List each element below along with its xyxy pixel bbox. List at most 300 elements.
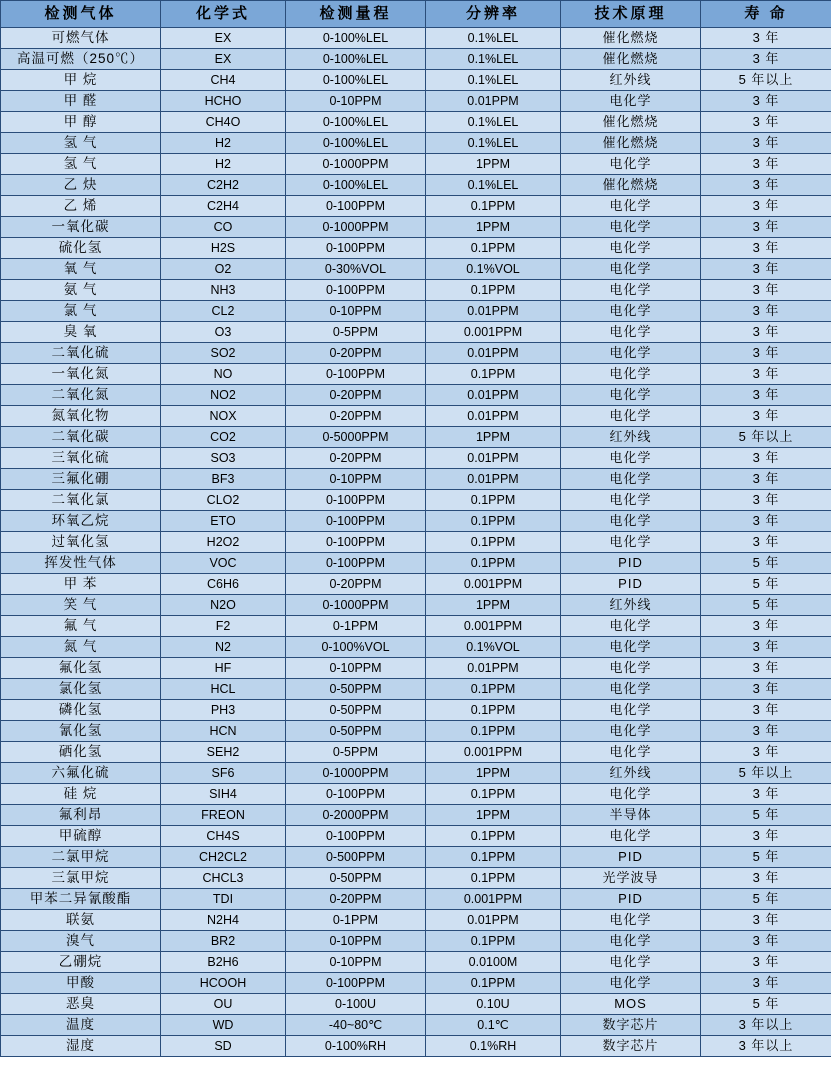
table-row <box>1 784 831 805</box>
table-cell: 3 年以上 <box>701 1036 831 1057</box>
table-cell: 3 年以上 <box>701 1015 831 1036</box>
table-cell: 电化学 <box>561 511 701 532</box>
table-cell: 0.1%LEL <box>426 133 561 154</box>
table-row <box>1 28 831 49</box>
table-cell: 0.01PPM <box>426 658 561 679</box>
table-cell: 0-30%VOL <box>286 259 426 280</box>
table-cell: HCOOH <box>161 973 286 994</box>
table-cell: 0-50PPM <box>286 700 426 721</box>
table-cell: 0.1PPM <box>426 511 561 532</box>
table-cell: -40~80℃ <box>286 1015 426 1036</box>
table-row <box>1 1036 831 1057</box>
table-cell: 二氧化氯 <box>1 490 161 511</box>
table-cell: 电化学 <box>561 742 701 763</box>
table-cell: HF <box>161 658 286 679</box>
table-cell: SO2 <box>161 343 286 364</box>
table-cell: 0-500PPM <box>286 847 426 868</box>
table-cell: 氧 气 <box>1 259 161 280</box>
table-cell: 0.01PPM <box>426 469 561 490</box>
table-cell: 电化学 <box>561 721 701 742</box>
table-cell: 电化学 <box>561 217 701 238</box>
table-cell: 0-1PPM <box>286 910 426 931</box>
table-row <box>1 931 831 952</box>
table-cell: 电化学 <box>561 448 701 469</box>
table-cell: 0.1%RH <box>426 1036 561 1057</box>
table-cell: 高温可燃（250℃） <box>1 49 161 70</box>
table-cell: 0-100PPM <box>286 196 426 217</box>
table-cell: 0-10PPM <box>286 931 426 952</box>
table-cell: 电化学 <box>561 280 701 301</box>
table-cell: 硫化氢 <box>1 238 161 259</box>
table-cell: 电化学 <box>561 343 701 364</box>
table-row <box>1 154 831 175</box>
table-cell: O3 <box>161 322 286 343</box>
table-cell: 0-1000PPM <box>286 595 426 616</box>
table-cell: 催化燃烧 <box>561 112 701 133</box>
table-cell: FREON <box>161 805 286 826</box>
table-row <box>1 952 831 973</box>
table-cell: 0.1PPM <box>426 721 561 742</box>
table-cell: 湿度 <box>1 1036 161 1057</box>
table-cell: 5 年 <box>701 574 831 595</box>
table-cell: 六氟化硫 <box>1 763 161 784</box>
table-cell: 3 年 <box>701 364 831 385</box>
table-cell: CL2 <box>161 301 286 322</box>
table-row <box>1 112 831 133</box>
column-header-formula: 化学式 <box>161 1 286 28</box>
table-cell: 0.01PPM <box>426 385 561 406</box>
table-row <box>1 469 831 490</box>
table-cell: 电化学 <box>561 658 701 679</box>
table-cell: CH4O <box>161 112 286 133</box>
table-cell: 5 年以上 <box>701 427 831 448</box>
table-cell: 电化学 <box>561 259 701 280</box>
table-row <box>1 994 831 1015</box>
table-row <box>1 322 831 343</box>
table-cell: 三氧化硫 <box>1 448 161 469</box>
table-header-row <box>1 1 831 28</box>
table-cell: 红外线 <box>561 595 701 616</box>
table-row <box>1 217 831 238</box>
table-cell: 乙硼烷 <box>1 952 161 973</box>
table-cell: 0-1000PPM <box>286 217 426 238</box>
table-cell: 0.1%VOL <box>426 637 561 658</box>
table-cell: 0-50PPM <box>286 679 426 700</box>
table-cell: 氰化氢 <box>1 721 161 742</box>
table-cell: 催化燃烧 <box>561 133 701 154</box>
table-cell: 0-5000PPM <box>286 427 426 448</box>
table-cell: 电化学 <box>561 931 701 952</box>
column-header-principle: 技术原理 <box>561 1 701 28</box>
table-cell: 电化学 <box>561 490 701 511</box>
table-cell: 0-50PPM <box>286 721 426 742</box>
table-cell: 1PPM <box>426 595 561 616</box>
table-cell: SIH4 <box>161 784 286 805</box>
table-cell: EX <box>161 28 286 49</box>
table-cell: 电化学 <box>561 826 701 847</box>
table-row <box>1 196 831 217</box>
table-cell: 光学波导 <box>561 868 701 889</box>
table-cell: 3 年 <box>701 196 831 217</box>
table-row <box>1 637 831 658</box>
table-cell: 电化学 <box>561 364 701 385</box>
table-cell: 电化学 <box>561 952 701 973</box>
table-cell: 5 年 <box>701 847 831 868</box>
table-cell: 一氧化氮 <box>1 364 161 385</box>
table-cell: 0.01PPM <box>426 301 561 322</box>
table-cell: 3 年 <box>701 280 831 301</box>
table-cell: 0.1%VOL <box>426 259 561 280</box>
table-cell: 乙 烯 <box>1 196 161 217</box>
table-cell: 催化燃烧 <box>561 49 701 70</box>
table-cell: HCN <box>161 721 286 742</box>
table-cell: 过氧化氢 <box>1 532 161 553</box>
table-cell: OU <box>161 994 286 1015</box>
table-cell: 3 年 <box>701 679 831 700</box>
table-cell: 电化学 <box>561 700 701 721</box>
table-cell: 0.1PPM <box>426 847 561 868</box>
table-row <box>1 679 831 700</box>
table-cell: 臭 氧 <box>1 322 161 343</box>
table-cell: 3 年 <box>701 721 831 742</box>
table-cell: CLO2 <box>161 490 286 511</box>
table-cell: 3 年 <box>701 784 831 805</box>
table-cell: 0.1PPM <box>426 700 561 721</box>
table-cell: 二氯甲烷 <box>1 847 161 868</box>
table-row <box>1 553 831 574</box>
table-cell: SEH2 <box>161 742 286 763</box>
table-cell: 氟化氢 <box>1 658 161 679</box>
table-cell: 5 年 <box>701 595 831 616</box>
table-cell: 0.1PPM <box>426 364 561 385</box>
table-cell: 1PPM <box>426 154 561 175</box>
table-row <box>1 805 831 826</box>
table-cell: N2O <box>161 595 286 616</box>
table-cell: 0-1PPM <box>286 616 426 637</box>
table-cell: 3 年 <box>701 490 831 511</box>
table-cell: 挥发性气体 <box>1 553 161 574</box>
table-cell: 催化燃烧 <box>561 175 701 196</box>
table-cell: 甲酸 <box>1 973 161 994</box>
table-cell: 3 年 <box>701 952 831 973</box>
table-cell: 0.0100M <box>426 952 561 973</box>
table-cell: 磷化氢 <box>1 700 161 721</box>
table-cell: 0.1%LEL <box>426 112 561 133</box>
table-cell: 二氧化氮 <box>1 385 161 406</box>
table-cell: 0.1PPM <box>426 679 561 700</box>
table-row <box>1 70 831 91</box>
table-cell: 0-100%LEL <box>286 133 426 154</box>
table-cell: 3 年 <box>701 91 831 112</box>
table-cell: 3 年 <box>701 154 831 175</box>
table-cell: 电化学 <box>561 238 701 259</box>
table-cell: 0-50PPM <box>286 868 426 889</box>
table-cell: 电化学 <box>561 532 701 553</box>
table-cell: 3 年 <box>701 112 831 133</box>
table-cell: 硅 烷 <box>1 784 161 805</box>
table-cell: 甲 醇 <box>1 112 161 133</box>
table-cell: 0.1%LEL <box>426 49 561 70</box>
table-cell: PID <box>561 553 701 574</box>
table-cell: C2H4 <box>161 196 286 217</box>
table-cell: 三氯甲烷 <box>1 868 161 889</box>
table-cell: 3 年 <box>701 616 831 637</box>
table-cell: 3 年 <box>701 532 831 553</box>
table-cell: 0-100PPM <box>286 280 426 301</box>
table-body <box>1 28 831 1057</box>
table-cell: 温度 <box>1 1015 161 1036</box>
table-cell: 数字芯片 <box>561 1036 701 1057</box>
table-cell: 1PPM <box>426 763 561 784</box>
table-row <box>1 574 831 595</box>
table-cell: C6H6 <box>161 574 286 595</box>
table-cell: 5 年 <box>701 553 831 574</box>
table-cell: 0.1PPM <box>426 826 561 847</box>
table-cell: N2H4 <box>161 910 286 931</box>
table-cell: PID <box>561 889 701 910</box>
table-cell: 0-20PPM <box>286 343 426 364</box>
table-cell: 联氨 <box>1 910 161 931</box>
table-cell: 3 年 <box>701 910 831 931</box>
table-cell: 0.1PPM <box>426 553 561 574</box>
table-row <box>1 910 831 931</box>
table-header <box>1 1 831 28</box>
table-cell: 电化学 <box>561 322 701 343</box>
table-row <box>1 763 831 784</box>
table-cell: 氢 气 <box>1 133 161 154</box>
table-cell: 3 年 <box>701 49 831 70</box>
table-cell: 0-100PPM <box>286 973 426 994</box>
column-header-resolution: 分辨率 <box>426 1 561 28</box>
table-cell: 甲 苯 <box>1 574 161 595</box>
table-cell: 环氧乙烷 <box>1 511 161 532</box>
table-cell: PID <box>561 847 701 868</box>
table-cell: 电化学 <box>561 679 701 700</box>
table-row <box>1 532 831 553</box>
table-cell: 0.01PPM <box>426 406 561 427</box>
table-cell: SF6 <box>161 763 286 784</box>
table-cell: 0.1PPM <box>426 973 561 994</box>
table-cell: 电化学 <box>561 301 701 322</box>
table-cell: 电化学 <box>561 616 701 637</box>
table-cell: 3 年 <box>701 469 831 490</box>
table-cell: 0-100%LEL <box>286 28 426 49</box>
table-cell: 氯化氢 <box>1 679 161 700</box>
table-row <box>1 133 831 154</box>
table-cell: 3 年 <box>701 259 831 280</box>
table-cell: 3 年 <box>701 406 831 427</box>
table-cell: PH3 <box>161 700 286 721</box>
table-cell: 红外线 <box>561 763 701 784</box>
table-row <box>1 175 831 196</box>
table-row <box>1 49 831 70</box>
table-cell: 0-100%LEL <box>286 175 426 196</box>
table-cell: 0-10PPM <box>286 469 426 490</box>
table-cell: 0-20PPM <box>286 406 426 427</box>
table-cell: EX <box>161 49 286 70</box>
table-cell: 0-10PPM <box>286 658 426 679</box>
table-cell: 0-100PPM <box>286 826 426 847</box>
table-cell: 电化学 <box>561 784 701 805</box>
table-cell: 3 年 <box>701 637 831 658</box>
table-cell: 电化学 <box>561 196 701 217</box>
table-cell: 0-100U <box>286 994 426 1015</box>
table-cell: 氮 气 <box>1 637 161 658</box>
table-cell: 0-20PPM <box>286 889 426 910</box>
table-cell: SD <box>161 1036 286 1057</box>
table-cell: 5 年 <box>701 889 831 910</box>
table-cell: 0-100PPM <box>286 511 426 532</box>
table-row <box>1 364 831 385</box>
table-row <box>1 658 831 679</box>
column-header-lifetime: 寿 命 <box>701 1 831 28</box>
table-row <box>1 742 831 763</box>
table-cell: 3 年 <box>701 448 831 469</box>
table-row <box>1 973 831 994</box>
table-cell: NH3 <box>161 280 286 301</box>
table-row <box>1 238 831 259</box>
table-cell: 甲 醛 <box>1 91 161 112</box>
table-cell: H2 <box>161 133 286 154</box>
table-cell: 0-100%VOL <box>286 637 426 658</box>
table-cell: 0.10U <box>426 994 561 1015</box>
table-cell: 数字芯片 <box>561 1015 701 1036</box>
table-cell: 1PPM <box>426 217 561 238</box>
table-row <box>1 280 831 301</box>
table-cell: 三氟化硼 <box>1 469 161 490</box>
table-row <box>1 700 831 721</box>
column-header-range: 检测量程 <box>286 1 426 28</box>
table-row <box>1 1015 831 1036</box>
table-row <box>1 490 831 511</box>
table-cell: HCHO <box>161 91 286 112</box>
table-cell: 0.1PPM <box>426 868 561 889</box>
table-cell: 0.1PPM <box>426 196 561 217</box>
table-cell: ETO <box>161 511 286 532</box>
table-row <box>1 826 831 847</box>
table-row <box>1 595 831 616</box>
column-header-gas: 检测气体 <box>1 1 161 28</box>
table-cell: C2H2 <box>161 175 286 196</box>
table-cell: 电化学 <box>561 406 701 427</box>
table-cell: 电化学 <box>561 385 701 406</box>
table-cell: 5 年以上 <box>701 763 831 784</box>
table-cell: SO3 <box>161 448 286 469</box>
table-cell: 0-100%LEL <box>286 112 426 133</box>
table-row <box>1 616 831 637</box>
table-cell: 3 年 <box>701 742 831 763</box>
table-cell: 电化学 <box>561 469 701 490</box>
table-cell: 3 年 <box>701 931 831 952</box>
table-cell: H2O2 <box>161 532 286 553</box>
table-cell: 硒化氢 <box>1 742 161 763</box>
table-cell: 乙 炔 <box>1 175 161 196</box>
table-cell: 0.001PPM <box>426 322 561 343</box>
table-cell: 0-10PPM <box>286 301 426 322</box>
table-cell: 5 年以上 <box>701 70 831 91</box>
table-cell: CO2 <box>161 427 286 448</box>
table-cell: 0.001PPM <box>426 616 561 637</box>
table-cell: 0-5PPM <box>286 322 426 343</box>
table-cell: 0.1PPM <box>426 238 561 259</box>
table-cell: 3 年 <box>701 658 831 679</box>
table-cell: 0.1PPM <box>426 931 561 952</box>
table-cell: 甲硫醇 <box>1 826 161 847</box>
table-cell: NO <box>161 364 286 385</box>
table-row <box>1 889 831 910</box>
table-cell: 0.01PPM <box>426 448 561 469</box>
table-cell: N2 <box>161 637 286 658</box>
table-cell: 0.001PPM <box>426 742 561 763</box>
table-cell: 红外线 <box>561 70 701 91</box>
table-cell: 1PPM <box>426 427 561 448</box>
table-cell: 0.1℃ <box>426 1015 561 1036</box>
table-cell: 0-2000PPM <box>286 805 426 826</box>
table-cell: F2 <box>161 616 286 637</box>
table-cell: 0-100PPM <box>286 238 426 259</box>
table-cell: 0.1PPM <box>426 490 561 511</box>
table-cell: 0-10PPM <box>286 91 426 112</box>
table-cell: 3 年 <box>701 343 831 364</box>
table-cell: 电化学 <box>561 637 701 658</box>
table-row <box>1 847 831 868</box>
table-cell: VOC <box>161 553 286 574</box>
table-cell: 0.001PPM <box>426 889 561 910</box>
table-cell: 0-1000PPM <box>286 154 426 175</box>
table-cell: 3 年 <box>701 973 831 994</box>
table-cell: B2H6 <box>161 952 286 973</box>
table-cell: 红外线 <box>561 427 701 448</box>
table-cell: 0-5PPM <box>286 742 426 763</box>
table-cell: 二氧化碳 <box>1 427 161 448</box>
table-cell: 3 年 <box>701 301 831 322</box>
table-cell: 0-100PPM <box>286 553 426 574</box>
table-cell: 0-20PPM <box>286 574 426 595</box>
table-cell: TDI <box>161 889 286 910</box>
table-row <box>1 721 831 742</box>
table-row <box>1 511 831 532</box>
table-cell: 0.01PPM <box>426 343 561 364</box>
table-cell: 0-100%RH <box>286 1036 426 1057</box>
table-cell: 0-100%LEL <box>286 49 426 70</box>
table-cell: 3 年 <box>701 322 831 343</box>
table-cell: 3 年 <box>701 28 831 49</box>
table-cell: 恶臭 <box>1 994 161 1015</box>
table-cell: 电化学 <box>561 910 701 931</box>
table-cell: 0-100PPM <box>286 784 426 805</box>
table-row <box>1 868 831 889</box>
table-cell: BR2 <box>161 931 286 952</box>
table-cell: 甲 烷 <box>1 70 161 91</box>
table-cell: 3 年 <box>701 826 831 847</box>
table-cell: 5 年 <box>701 805 831 826</box>
table-cell: CHCL3 <box>161 868 286 889</box>
table-cell: 1PPM <box>426 805 561 826</box>
table-cell: HCL <box>161 679 286 700</box>
table-cell: 3 年 <box>701 511 831 532</box>
table-row <box>1 343 831 364</box>
table-cell: 电化学 <box>561 91 701 112</box>
table-cell: 氮氧化物 <box>1 406 161 427</box>
table-cell: 3 年 <box>701 238 831 259</box>
table-cell: 0.01PPM <box>426 91 561 112</box>
table-cell: 0-100PPM <box>286 364 426 385</box>
table-cell: 0-1000PPM <box>286 763 426 784</box>
table-cell: 0.1PPM <box>426 532 561 553</box>
table-cell: 氯 气 <box>1 301 161 322</box>
table-cell: 氟 气 <box>1 616 161 637</box>
table-cell: 3 年 <box>701 385 831 406</box>
